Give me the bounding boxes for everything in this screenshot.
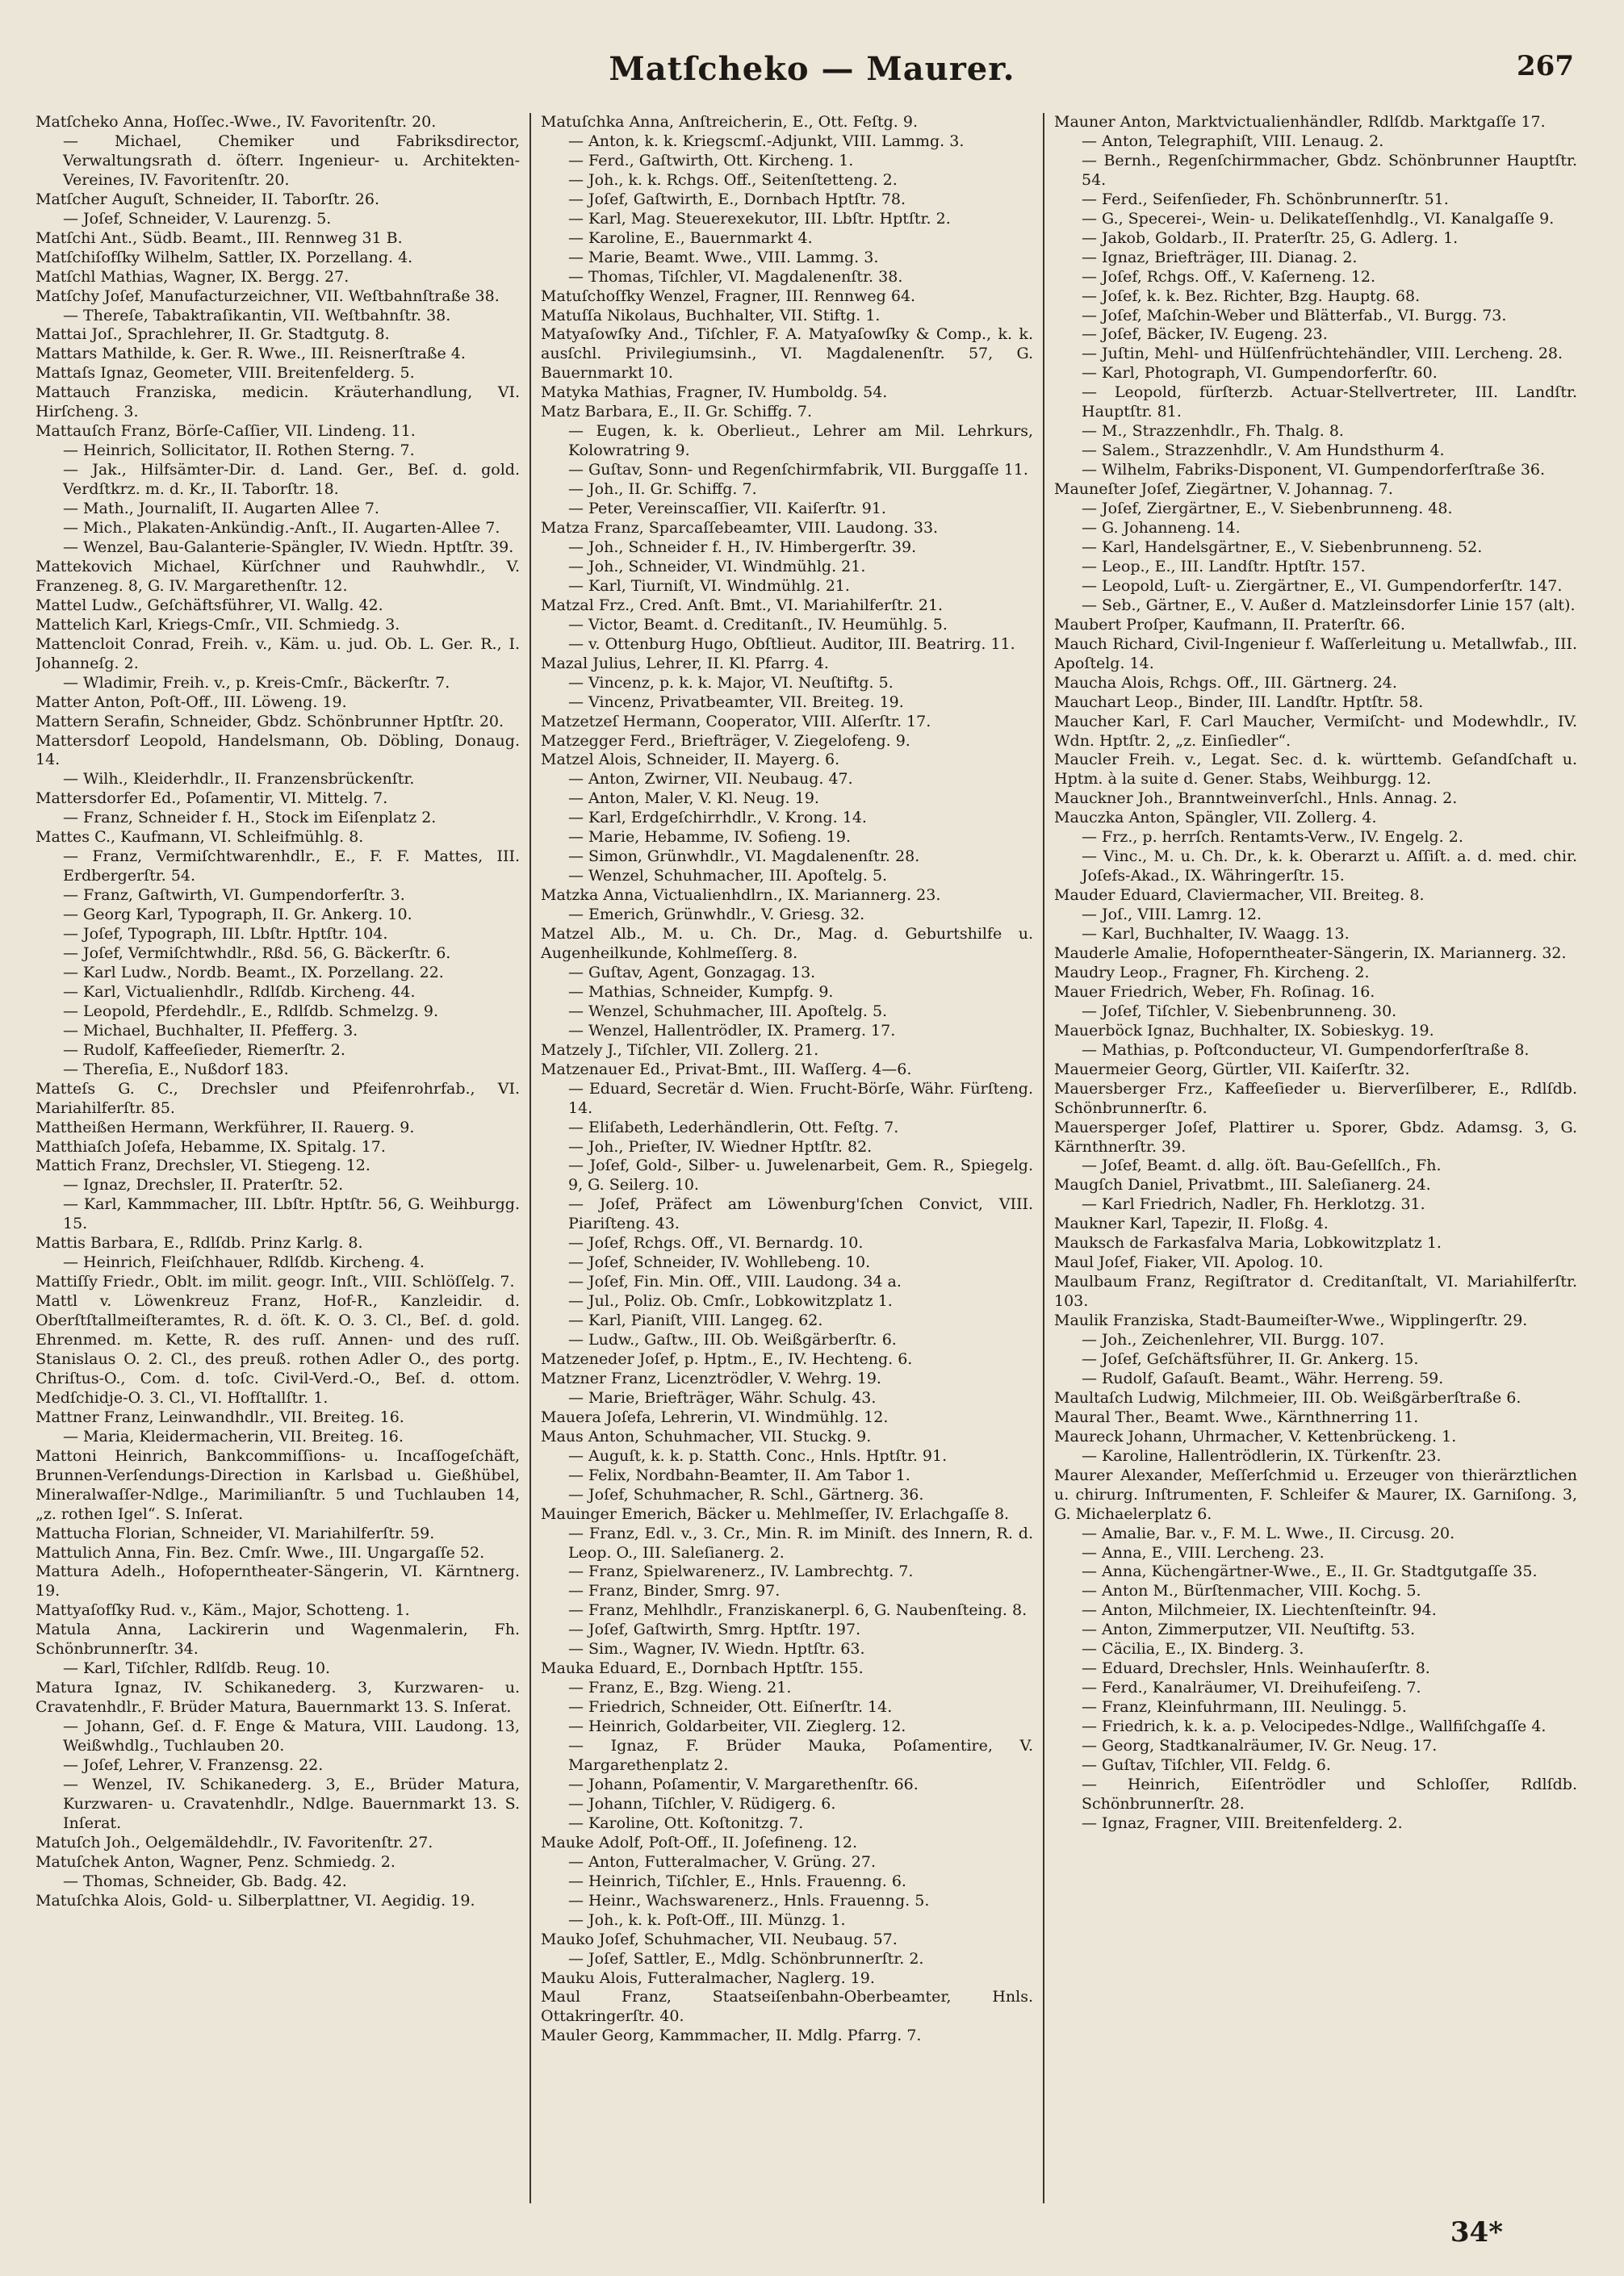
directory-entry: — Joh., II. Gr. Schiffg. 7. [568, 480, 757, 499]
directory-entry: — Eduard, Drechsler, Hnls. Weinhauſerſtr. 8. [1082, 1659, 1430, 1678]
directory-entry: — Eugen, k. k. Oberlieut., Lehrer am Mil. Lehrkurs, Kolowratring 9. [568, 422, 1033, 460]
directory-entry: Mattauch Franziska, medicin. Kräuterhandlung, VI. Hirſcheng. 3. [36, 383, 520, 421]
directory-entry: Mattis Barbara, E., Rdlſdb. Prinz Karlg. 8. [36, 1234, 363, 1253]
directory-entry: — Ferd., Kanalräumer, VI. Dreihufeiſeng. 7. [1082, 1679, 1421, 1697]
directory-entry: — Mathias, Schneider, Kumpfg. 9. [568, 982, 834, 1001]
directory-entry: Maucler Freih. v., Legat. Sec. d. k. württemb. Geſandſchaft u. Hptm. à la suite d. Gener. Stabs, Weihburgg. 12. [1054, 751, 1577, 789]
directory-entry: — Karl, Tiſchler, Rdlſdb. Reug. 10. [63, 1659, 331, 1678]
directory-entry: — Anton, Milchmeier, IX. Liechtenſteinſtr. 94. [1082, 1601, 1437, 1620]
directory-entry: — Karl, Buchhalter, IV. Waagg. 13. [1082, 925, 1350, 943]
directory-entry: Mauersperger Joſef, Plattirer u. Sporer, Gbdz. Adamsg. 3, G. Kärnthnerſtr. 39. [1054, 1118, 1577, 1156]
directory-entry: — Franz, Schneider f. H., Stock im Eiſenplatz 2. [63, 809, 437, 827]
directory-entry: — Anton, k. k. Kriegscmſ.-Adjunkt, VIII. Lammg. 3. [568, 132, 965, 150]
directory-entry: Mattai Joſ., Sprachlehrer, II. Gr. Stadtgutg. 8. [36, 325, 390, 344]
directory-entry: — Heinrich, Goldarbeiter, VII. Zieglerg. 12. [568, 1717, 906, 1736]
directory-entry: — Joſef, Gaſtwirth, Smrg. Hptſtr. 197. [568, 1621, 861, 1639]
directory-entry: Mauermeier Georg, Gürtler, VII. Kaiſerſtr. 32. [1054, 1060, 1410, 1078]
directory-entry: — Michael, Buchhalter, II. Pfefferg. 3. [63, 1021, 358, 1040]
directory-entry: — Sim., Wagner, IV. Wiedn. Hptſtr. 63. [568, 1640, 865, 1659]
column-divider [1043, 113, 1044, 2203]
directory-entry: Mauera Joſefa, Lehrerin, VI. Windmühlg. 12. [541, 1408, 889, 1426]
directory-entry: Mauersberger Frz., Kaffeeſieder u. Bierverſilberer, E., Rdlſdb. Schönbrunnerſtr. 6. [1054, 1079, 1577, 1117]
directory-entry: — Franz, Binder, Smrg. 97. [568, 1582, 781, 1600]
directory-entry: Mauczka Anton, Spängler, VII. Zollerg. 4. [1054, 809, 1377, 827]
directory-entry: Mattoni Heinrich, Bankcommiſſions- u. Incaſſogeſchäft, Brunnen-Verſendungs-Direction in Karlsbad u. Gießhübel, Mineralwaſſer-Ndlge., Marimilianſtr. 5 und Tuchlauben 14, „z. rothen Igel“. S. Inſerat. [36, 1446, 520, 1523]
directory-entry: Matuſch Joh., Oelgemäldehdlr., IV. Favoritenſtr. 27. [36, 1833, 433, 1851]
directory-entry: — Jul., Poliz. Ob. Cmſr., Lobkowitzplatz 1. [568, 1292, 893, 1311]
directory-entry: — Anton, Futteralmacher, V. Grüng. 27. [568, 1852, 877, 1871]
directory-entry: Matteſs G. C., Drechsler und Pfeifenrohrfab., VI. Mariahilferſtr. 85. [36, 1079, 520, 1117]
directory-entry: — Felix, Nordbahn-Beamter, II. Am Tabor 1. [568, 1466, 910, 1484]
directory-entry: — Amalie, Bar. v., F. M. L. Wwe., II. Circusg. 20. [1082, 1524, 1455, 1542]
directory-entry: — Joſef, Schuhmacher, R. Schl., Gärtnerg. 36. [568, 1485, 924, 1504]
directory-entry: Maural Ther., Beamt. Wwe., Kärnthnerring 11. [1054, 1408, 1419, 1426]
directory-entry: — Leop., E., III. Landſtr. Hptſtr. 157. [1082, 557, 1366, 575]
directory-entry: — Joh., Schneider f. H., IV. Himbergerſtr. 39. [568, 538, 917, 556]
directory-entry: Mattura Adelh., Hofoperntheater-Sängerin, VI. Kärntnerg. 19. [36, 1563, 520, 1600]
directory-entry: — Joſef, Lehrer, V. Franzensg. 22. [63, 1756, 324, 1775]
directory-entry: — Thereſe, Tabaktraſikantin, VII. Weſtbahnſtr. 38. [63, 306, 451, 324]
directory-entry: Matzetzeſ Hermann, Cooperator, VIII. Alſerſtr. 17. [541, 712, 931, 730]
directory-entry: Matſchiſofſky Wilhelm, Sattler, IX. Porzellang. 4. [36, 248, 413, 266]
directory-entry: — Simon, Grünwhdlr., VI. Magdalenenſtr. 28. [568, 847, 920, 866]
directory-entry: Maul Joſef, Fiaker, VII. Apolog. 10. [1054, 1253, 1324, 1272]
directory-entry: — Franz, Kleinfuhrmann, III. Neulingg. 5. [1082, 1698, 1407, 1717]
directory-entry: — Eliſabeth, Lederhändlerin, Ott. Feſtg. 7. [568, 1118, 899, 1136]
directory-entry: — Joh., Zeichenlehrer, VII. Burgg. 107. [1082, 1331, 1385, 1349]
directory-entry: — Heinrich, Fleiſchhauer, Rdlſdb. Kircheng. 4. [63, 1253, 425, 1272]
directory-entry: — Joſef, Gold-, Silber- u. Juwelenarbeit, Gem. R., Spiegelg. 9, G. Seilerg. 10. [568, 1157, 1033, 1194]
directory-entry: Matyka Mathias, Fragner, IV. Humboldg. 54. [541, 383, 888, 402]
directory-entry: Maulik Franziska, Stadt-Baumeiſter-Wwe., Wipplingerſtr. 29. [1054, 1312, 1528, 1330]
directory-entry: — Anton, Zwirner, VII. Neubaug. 47. [568, 770, 853, 789]
directory-entry: — Wilhelm, Fabriks-Disponent, VI. Gumpendorferſtraße 36. [1082, 461, 1546, 479]
directory-entry: — Karl, Victualienhdlr., Rdlſdb. Kircheng. 44. [63, 982, 416, 1001]
directory-entry: Matzka Anna, Victualienhdlrn., IX. Mariannerg. 23. [541, 886, 941, 905]
directory-entry: Mattaſs Ignaz, Geometer, VIII. Breitenfelderg. 5. [36, 364, 415, 383]
signature-mark: 34* [1450, 2216, 1503, 2249]
directory-entry: — Wenzel, Bau-Galanterie-Spängler, IV. Wiedn. Hptſtr. 39. [63, 538, 514, 556]
directory-entry: Mattencloit Conrad, Freih. v., Käm. u. jud. Ob. L. Ger. R., I. Johanneſg. 2. [36, 634, 520, 672]
directory-entry: — Joſef, Beamt. d. allg. öſt. Bau-Geſellſch., Fh. [1082, 1157, 1442, 1175]
directory-entry: — Leopold, fürſterzb. Actuar-Stellvertreter, III. Landſtr. Hauptſtr. 81. [1082, 383, 1577, 421]
directory-entry: Matuſſa Nikolaus, Buchhalter, VII. Stiftg. 1. [541, 306, 881, 324]
directory-entry: Matſchl Mathias, Wagner, IX. Bergg. 27. [36, 267, 349, 286]
directory-entry: Mauchart Leop., Binder, III. Landſtr. Hptſtr. 58. [1054, 692, 1424, 711]
directory-entry: Maucha Alois, Rchgs. Off., III. Gärtnerg. 24. [1054, 673, 1397, 692]
directory-entry: Matſcheko Anna, Hoſſec.-Wwe., IV. Favoritenſtr. 20. [36, 113, 437, 131]
directory-entry: — Wladimir, Freih. v., p. Kreis-Cmſr., Bäckerſtr. 7. [63, 673, 450, 692]
directory-entry: Mattes C., Kaufmann, VI. Schleifmühlg. 8. [36, 828, 364, 847]
directory-entry: — Guſtav, Sonn- und Regenſchirmfabrik, VII. Burggaſſe 11. [568, 461, 1028, 479]
directory-entry: — v. Ottenburg Hugo, Obſtlieut. Auditor, III. Beatrirg. 11. [568, 634, 1015, 653]
directory-entry: — Ignaz, F. Brüder Mauka, Poſamentire, V. Margarethenplatz 2. [568, 1737, 1033, 1775]
directory-entry: — Karl, Pianiſt, VIII. Langeg. 62. [568, 1312, 823, 1330]
directory-entry: Mattich Franz, Drechsler, VI. Stiegeng. 12. [36, 1157, 370, 1175]
directory-entry: Matzel Alb., M. u. Ch. Dr., Mag. d. Geburtshilfe u. Augenheilkunde, Kohlmeſſerg. 8. [541, 925, 1033, 962]
directory-entry: Mattersdorfer Ed., Poſamentir, VI. Mittelg. 7. [36, 789, 388, 808]
directory-entry: — Guſtav, Agent, Gonzagag. 13. [568, 963, 816, 981]
directory-entry: — Joſef, Ziergärtner, E., V. Siebenbrunneng. 48. [1082, 500, 1453, 518]
directory-entry: — G., Specerei-, Wein- u. Delikateſſenhdlg., VI. Kanalgaſſe 9. [1082, 209, 1555, 228]
directory-entry: Matzner Franz, Licenztrödler, V. Wehrg. 19. [541, 1369, 881, 1387]
column-left [36, 113, 520, 2203]
directory-entry: — Joſef, Vermiſchtwhdlr., Rßd. 56, G. Bäckerſtr. 6. [63, 943, 451, 962]
directory-entry: — Karl Friedrich, Nadler, Fh. Herklotzg. 31. [1082, 1195, 1425, 1214]
directory-entry: — Joſef, Gaſtwirth, E., Dornbach Hptſtr. 78. [568, 190, 906, 208]
directory-entry: — Marie, Briefträger, Währ. Schulg. 43. [568, 1388, 877, 1407]
column-right [1054, 113, 1577, 2203]
directory-entry: — Eduard, Secretär d. Wien. Frucht-Börſe, Währ. Fürſteng. 14. [568, 1079, 1033, 1117]
directory-entry: Mauneſter Joſef, Ziegärtner, V. Johannag. 7. [1054, 480, 1393, 499]
directory-entry: — G. Johanneng. 14. [1082, 519, 1241, 538]
directory-entry: Matzal Frz., Cred. Anſt. Bmt., VI. Mariahilferſtr. 21. [541, 596, 944, 614]
directory-entry: — Emerich, Grünwhdlr., V. Griesg. 32. [568, 906, 865, 924]
directory-entry: Mattekovich Michael, Kürſchner und Rauhwhdlr., V. Franzeneg. 8, G. IV. Margarethenſtr. 12. [36, 557, 520, 595]
directory-entry: Mauder Eduard, Claviermacher, VII. Breiteg. 8. [1054, 886, 1425, 905]
directory-entry: Maudry Leop., Fragner, Fh. Kircheng. 2. [1054, 963, 1370, 981]
directory-entry: — Joſ., VIII. Lamrg. 12. [1082, 906, 1262, 924]
directory-entry: Mauku Alois, Futteralmacher, Naglerg. 19. [541, 1968, 875, 1987]
directory-entry: — Friedrich, k. k. a. p. Velocipedes-Ndlge., Wallfiſchgaſſe 4. [1082, 1717, 1547, 1736]
directory-entry: Mattars Mathilde, k. Ger. R. Wwe., III. Reisnerſtraße 4. [36, 345, 466, 363]
directory-entry: — Vincenz, Privatbeamter, VII. Breiteg. 19. [568, 692, 904, 711]
directory-entry: Matſchi Ant., Südb. Beamt., III. Rennweg 31 B. [36, 228, 403, 247]
directory-entry: Mauckner Joh., Branntweinverſchl., Hnls. Annag. 2. [1054, 789, 1458, 808]
directory-entry: — Joh., Prieſter, IV. Wiedner Hptſtr. 82. [568, 1137, 873, 1156]
directory-entry: — Joſef, Präfect am Löwenburg'ſchen Convict, VIII. Piariſteng. 43. [568, 1195, 1033, 1233]
directory-entry: — Wenzel, Schuhmacher, III. Apoſtelg. 5. [568, 867, 888, 885]
directory-entry: — Joſef, Typograph, III. Lbſtr. Hptſtr. 104. [63, 925, 388, 943]
directory-entry: — Wenzel, IV. Schikanederg. 3, E., Brüder Matura, Kurzwaren- u. Cravatenhdlr., Ndlge. Bauernmarkt 13. S. Inſerat. [63, 1775, 520, 1832]
directory-entry: — Mathias, p. Poſtconducteur, VI. Gumpendorferſtraße 8. [1082, 1040, 1530, 1059]
directory-entry: — Johann, Tiſchler, V. Rüdigerg. 6. [568, 1794, 836, 1813]
directory-entry: Mauch Richard, Civil-Ingenieur f. Waſſerleitung u. Metallwfab., III. Apoſtelg. 14. [1054, 634, 1577, 672]
directory-entry: — Wilh., Kleiderhdlr., II. Franzensbrückenſtr. [63, 770, 415, 789]
directory-entry: Matz Barbara, E., II. Gr. Schiffg. 7. [541, 403, 812, 421]
directory-entry: — Jakob, Goldarb., II. Praterſtr. 25, G. Adlerg. 1. [1082, 228, 1459, 247]
directory-entry: — Mich., Plakaten-Ankündig.-Anſt., II. Augarten-Allee 7. [63, 519, 500, 538]
directory-entry: — Leopold, Pferdehdlr., E., Rdlſdb. Schmelzg. 9. [63, 1002, 438, 1020]
directory-entry: — Karl, Mag. Steuerexekutor, III. Lbſtr. Hptſtr. 2. [568, 209, 951, 228]
directory-entry: Matzeneder Joſef, p. Hptm., E., IV. Hechteng. 6. [541, 1350, 913, 1368]
directory-entry: — Marie, Beamt. Wwe., VIII. Lammg. 3. [568, 248, 879, 266]
directory-entry: — Franz, Gaſtwirth, VI. Gumpendorferſtr. 3. [63, 886, 405, 905]
directory-entry: — Anna, E., VIII. Lercheng. 23. [1082, 1543, 1325, 1562]
directory-entry: — Karoline, E., Bauernmarkt 4. [568, 228, 813, 247]
directory-entry: Mauer Friedrich, Weber, Fh. Roſinag. 16. [1054, 982, 1375, 1001]
directory-entry: Mattl v. Löwenkreuz Franz, Hof-R., Kanzleidir. d. Oberſtſtallmeiſteramtes, R. d. öſt. K. O. 3. Cl., Beſ. d. gold. Ehrenmed. m. Kette, R. des ruſſ. Annen- und des ruſſ. Stanislaus O. 2. Cl., des preuß. rothen Adler O., des portg. Chriſtus-O., Com. d. toſc. Civil-Verd.-O., Beſ. d. ottom. Medſchidje-O. 3. Cl., VI. Hofſtallſtr. 1. [36, 1292, 520, 1407]
directory-entry: Mattelich Karl, Kriegs-Cmſr., VII. Schmiedg. 3. [36, 615, 400, 634]
directory-entry: — Joh., Schneider, VI. Windmühlg. 21. [568, 557, 866, 575]
directory-entry: — Thomas, Schneider, Gb. Badg. 42. [63, 1872, 347, 1890]
column-middle [541, 113, 1033, 2203]
directory-entry: Maubert Proſper, Kaufmann, II. Praterſtr. 66. [1054, 615, 1405, 634]
directory-columns [36, 113, 1588, 2203]
directory-entry: Matthiaſch Joſefa, Hebamme, IX. Spitalg. 17. [36, 1137, 386, 1156]
directory-entry: Matuſchka Alois, Gold- u. Silberplattner, VI. Aegidig. 19. [36, 1891, 475, 1910]
directory-entry: Mauka Eduard, E., Dornbach Hptſtr. 155. [541, 1659, 864, 1678]
directory-entry: Mauerböck Ignaz, Buchhalter, IX. Sobieskyg. 19. [1054, 1021, 1434, 1040]
directory-entry: — Karl Ludw., Nordb. Beamt., IX. Porzellang. 22. [63, 963, 444, 981]
directory-entry: Maul Franz, Staatseiſenbahn-Oberbeamter, Hnls. Ottakringerſtr. 40. [541, 1988, 1033, 2026]
directory-entry: — Johann, Poſamentir, V. Margarethenſtr. 66. [568, 1775, 919, 1793]
directory-entry: — Anton, Maler, V. Kl. Neug. 19. [568, 789, 819, 808]
directory-entry: Mattyaſofſky Rud. v., Käm., Major, Schotteng. 1. [36, 1601, 410, 1620]
directory-entry: — Vinc., M. u. Ch. Dr., k. k. Oberarzt u. Aſſiſt. a. d. med. chir. Joſefs-Akad., IX. Währingerſtr. 15. [1082, 847, 1577, 885]
directory-entry: — Anton, Zimmerputzer, VII. Neuſtiftg. 53. [1082, 1621, 1416, 1639]
directory-entry: Mattern Serafin, Schneider, Gbdz. Schönbrunner Hptſtr. 20. [36, 712, 504, 730]
directory-entry: — Georg Karl, Typograph, II. Gr. Ankerg. 10. [63, 906, 412, 924]
directory-entry: Mauner Anton, Marktvictualienhändler, Rdlſdb. Marktgaſſe 17. [1054, 113, 1546, 131]
directory-entry: — Rudolf, Kaffeeſieder, Riemerſtr. 2. [63, 1040, 345, 1059]
directory-entry: — Ferd., Seifenſieder, Fh. Schönbrunnerſtr. 51. [1082, 190, 1449, 208]
directory-entry: — Karl, Handelsgärtner, E., V. Siebenbrunneng. 52. [1082, 538, 1483, 556]
directory-entry: Mattheißen Hermann, Werkführer, II. Rauerg. 9. [36, 1118, 415, 1136]
directory-entry: Mauke Adolf, Poſt-Off., II. Joſefineng. 12. [541, 1833, 857, 1851]
directory-entry: — Anna, Küchengärtner-Wwe., E., II. Gr. Stadtgutgaſſe 35. [1082, 1563, 1538, 1581]
directory-entry: — Johann, Geſ. d. F. Enge & Matura, VIII. Laudong. 13, Weißwhdlg., Tuchlauben 20. [63, 1717, 520, 1755]
directory-entry: — Peter, Vereinscaſſier, VII. Kaiſerſtr. 91. [568, 500, 886, 518]
directory-entry: Mauko Joſef, Schuhmacher, VII. Neubaug. 57. [541, 1930, 898, 1948]
directory-entry: — Heinrich, Tiſchler, E., Hnls. Frauenng. 6. [568, 1872, 906, 1890]
directory-entry: Matſchy Joſef, Manufacturzeichner, VII. Weſtbahnſtraße 38. [36, 287, 500, 305]
directory-entry: — Cäcilia, E., IX. Binderg. 3. [1082, 1640, 1304, 1659]
directory-entry: — Karoline, Hallentrödlerin, IX. Türkenſtr. 23. [1082, 1446, 1442, 1465]
directory-entry: — Franz, Mehlhdlr., Franziskanerpl. 6, G. Naubenſteing. 8. [568, 1601, 1028, 1620]
directory-entry: — Joh., k. k. Rchgs. Off., Seitenſtetteng. 2. [568, 170, 898, 189]
directory-entry: — Franz, Edl. v., 3. Cr., Min. R. im Miniſt. des Innern, R. d. Leop. O., III. Saleſianerg. 2. [568, 1524, 1033, 1562]
directory-entry: — Karl, Tiurniſt, VI. Windmühlg. 21. [568, 576, 850, 595]
directory-entry: Mauler Georg, Kammmacher, II. Mdlg. Pfarrg. 7. [541, 2027, 922, 2045]
directory-entry: — Marie, Hebamme, IV. Sofieng. 19. [568, 828, 852, 847]
running-title: Matſcheko — Maurer. [609, 50, 1015, 88]
directory-entry: — Ignaz, Briefträger, III. Dianag. 2. [1082, 248, 1358, 266]
directory-entry: — Guſtav, Tiſchler, VII. Feldg. 6. [1082, 1756, 1331, 1775]
directory-entry: — Ignaz, Fragner, VIII. Breitenfelderg. 2. [1082, 1814, 1403, 1832]
directory-entry: Mazal Julius, Lehrer, II. Kl. Pfarrg. 4. [541, 654, 829, 672]
directory-entry: Matuſchoſfky Wenzel, Fragner, III. Rennweg 64. [541, 287, 916, 305]
directory-entry: — Joſef, k. k. Bez. Richter, Bzg. Hauptg. 68. [1082, 287, 1421, 305]
page-number: 267 [1517, 50, 1574, 82]
directory-entry: — Jak., Hilfsämter-Dir. d. Land. Ger., Beſ. d. gold. Verdſtkrz. m. d. Kr., II. Taborſtr. 18. [63, 461, 520, 499]
directory-entry: — Friedrich, Schneider, Ott. Eiſnerſtr. 14. [568, 1698, 893, 1717]
directory-entry: — Rudolf, Gaſauſt. Beamt., Währ. Herreng. 59. [1082, 1369, 1444, 1387]
directory-entry: — Maria, Kleidermacherin, VII. Breiteg. 16. [63, 1427, 404, 1446]
directory-entry: Matura Ignaz, IV. Schikanederg. 3, Kurzwaren- u. Cravatenhdlr., F. Brüder Matura, Bauernmarkt 13. S. Inſerat. [36, 1679, 520, 1717]
directory-entry: Maurer Alexander, Meſſerſchmid u. Erzeuger von thierärztlichen u. chirurg. Inſtrumenten, F. Schleifer & Maurer, IX. Garniſong. 3, G. Michaelerplatz 6. [1054, 1466, 1577, 1523]
directory-entry: — Michael, Chemiker und Fabriksdirector, Verwaltungsrath d. öſterr. Ingenieur- u. Architekten-Vereines, IV. Favoritenſtr. 20. [63, 132, 520, 189]
directory-entry: Matſcher Auguſt, Schneider, II. Taborſtr. 26. [36, 190, 379, 208]
directory-entry: Mattiſſy Friedr., Oblt. im milit. geogr. Inſt., VIII. Schlöſſelg. 7. [36, 1273, 515, 1291]
directory-entry: — Joſef, Sattler, E., Mdlg. Schönbrunnerſtr. 2. [568, 1949, 924, 1968]
directory-entry: Matza Franz, Sparcaſſebeamter, VIII. Laudong. 33. [541, 519, 939, 538]
directory-entry: — Auguſt, k. k. p. Statth. Conc., Hnls. Hptſtr. 91. [568, 1446, 948, 1465]
directory-entry: — Joſef, Schneider, IV. Wohllebeng. 10. [568, 1253, 871, 1272]
directory-entry: Matter Anton, Poſt-Off., III. Löweng. 19. [36, 692, 347, 711]
directory-entry: — Seb., Gärtner, E., V. Außer d. Matzleinsdorfer Linie 157 (alt). [1082, 596, 1576, 614]
directory-entry: Mattulich Anna, Fin. Bez. Cmſr. Wwe., III. Ungargaſſe 52. [36, 1543, 485, 1562]
directory-entry: Maureck Johann, Uhrmacher, V. Kettenbrückeng. 1. [1054, 1427, 1457, 1446]
directory-entry: — Karl, Kammmacher, III. Lbſtr. Hptſtr. 56, G. Weihburgg. 15. [63, 1195, 520, 1233]
directory-entry: — Thomas, Tiſchler, VI. Magdalenenſtr. 38. [568, 267, 903, 286]
directory-entry: — Victor, Beamt. d. Creditanſt., IV. Heumühlg. 5. [568, 615, 948, 634]
directory-entry: — Franz, Spielwarenerz., IV. Lambrechtg. 7. [568, 1563, 914, 1581]
directory-entry: — Franz, Vermiſchtwarenhdlr., E., F. F. Mattes, III. Erdbergerſtr. 54. [63, 847, 520, 885]
directory-entry: Maulbaum Franz, Regiſtrator d. Creditanſtalt, VI. Mariahilferſtr. 103. [1054, 1273, 1577, 1311]
directory-entry: — Juſtin, Mehl- und Hülſenfrüchtehändler, VIII. Lercheng. 28. [1082, 345, 1563, 363]
directory-entry: Mattauſch Franz, Börſe-Caſſier, VII. Lindeng. 11. [36, 422, 416, 441]
directory-entry: Mattner Franz, Leinwandhdlr., VII. Breiteg. 16. [36, 1408, 404, 1426]
directory-entry: — Thereſia, E., Nußdorf 183. [63, 1060, 289, 1078]
directory-entry: Mauksch de Farkasfalva Maria, Lobkowitzplatz 1. [1054, 1234, 1442, 1253]
directory-entry: — Franz, E., Bzg. Wieng. 21. [568, 1679, 792, 1697]
directory-entry: — Wenzel, Schuhmacher, III. Apoſtelg. 5. [568, 1002, 888, 1020]
directory-entry: — Anton, Telegraphiſt, VIII. Lenaug. 2. [1082, 132, 1384, 150]
directory-entry: — Heinr., Wachswarenerz., Hnls. Frauenng. 5. [568, 1891, 930, 1910]
column-divider [529, 113, 531, 2203]
directory-entry: Matuſchek Anton, Wagner, Penz. Schmiedg. 2. [36, 1852, 396, 1871]
directory-entry: Matzegger Ferd., Briefträger, V. Ziegelofeng. 9. [541, 731, 910, 750]
directory-entry: Maugſch Daniel, Privatbmt., III. Saleſianerg. 24. [1054, 1176, 1431, 1194]
directory-entry: Mauderle Amalie, Hofoperntheater-Sängerin, IX. Mariannerg. 32. [1054, 943, 1567, 962]
directory-entry: — Joſef, Rchgs. Off., VI. Bernardg. 10. [568, 1234, 864, 1253]
page-header [0, 50, 1624, 98]
directory-entry: — Frz., p. herrſch. Rentamts-Verw., IV. Engelg. 2. [1082, 828, 1463, 847]
directory-entry: — Joſef, Rchgs. Off., V. Kaſerneng. 12. [1082, 267, 1376, 286]
directory-entry: Maucher Karl, F. Carl Maucher, Vermiſcht- und Modewhdlr., IV. Wdn. Hptſtr. 2, „z. Einſiedler“. [1054, 712, 1577, 750]
directory-entry: — Salem., Strazzenhdlr., V. Am Hundsthurm 4. [1082, 441, 1445, 460]
directory-entry: — Heinrich, Eiſentrödler und Schloſſer, Rdlſdb. Schönbrunnerſtr. 28. [1082, 1775, 1577, 1813]
directory-entry: — Wenzel, Hallentrödler, IX. Pramerg. 17. [568, 1021, 896, 1040]
directory-entry: — Ferd., Gaſtwirth, Ott. Kircheng. 1. [568, 151, 854, 169]
directory-entry: — Joh., k. k. Poſt-Off., III. Münzg. 1. [568, 1910, 846, 1929]
directory-entry: — Joſef, Geſchäftsführer, II. Gr. Ankerg. 15. [1082, 1350, 1419, 1368]
directory-entry: Matyaſowſky And., Tiſchler, F. A. Matyaſowſky & Comp., k. k. ausſchl. Privilegiumsinh., VI. Magdalenenſtr. 57, G. Bauernmarkt 10. [541, 325, 1033, 383]
directory-entry: Matuſchka Anna, Anſtreicherin, E., Ott. Feſtg. 9. [541, 113, 919, 131]
directory-entry: Maus Anton, Schuhmacher, VII. Stuckg. 9. [541, 1427, 872, 1446]
directory-entry: — Karl, Photograph, VI. Gumpendorferſtr. 60. [1082, 364, 1438, 383]
directory-entry: — Anton M., Bürſtenmacher, VIII. Kochg. 5. [1082, 1582, 1421, 1600]
directory-entry: — Math., Journaliſt, II. Augarten Allee 7. [63, 500, 379, 518]
directory-entry: — Ludw., Gaſtw., III. Ob. Weißgärberſtr. 6. [568, 1331, 897, 1349]
directory-entry: — Joſef, Tiſchler, V. Siebenbrunneng. 30. [1082, 1002, 1397, 1020]
directory-entry: — Bernh., Regenſchirmmacher, Gbdz. Schönbrunner Hauptſtr. 54. [1082, 151, 1577, 189]
directory-entry: — Joſef, Schneider, V. Laurenzg. 5. [63, 209, 332, 228]
directory-entry: Maukner Karl, Tapezir, II. Floßg. 4. [1054, 1215, 1329, 1233]
directory-entry: Maultaſch Ludwig, Milchmeier, III. Ob. Weißgärberſtraße 6. [1054, 1388, 1521, 1407]
directory-entry: — Karoline, Ott. Koſtonitzg. 7. [568, 1814, 804, 1832]
directory-entry: — Joſef, Fin. Min. Off., VIII. Laudong. 34 a. [568, 1273, 902, 1291]
directory-entry: — Ignaz, Drechsler, II. Praterſtr. 52. [63, 1176, 344, 1194]
directory-entry: Matula Anna, Lackirerin und Wagenmalerin, Fh. Schönbrunnerſtr. 34. [36, 1621, 520, 1659]
directory-entry: — Heinrich, Sollicitator, II. Rothen Sterng. 7. [63, 441, 415, 460]
directory-entry: — Vincenz, p. k. k. Major, VI. Neuſtiftg. 5. [568, 673, 894, 692]
directory-entry: — Leopold, Luſt- u. Ziergärtner, E., VI. Gumpendorferſtr. 147. [1082, 576, 1563, 595]
directory-entry: — Joſef, Maſchin-Weber und Blätterfab., VI. Burgg. 73. [1082, 306, 1507, 324]
directory-entry: — M., Strazzenhdlr., Fh. Thalg. 8. [1082, 422, 1344, 441]
directory-entry: Mauinger Emerich, Bäcker u. Mehlmeſſer, IV. Erlachgaſſe 8. [541, 1504, 1010, 1523]
directory-entry: Mattel Ludw., Geſchäftsführer, VI. Wallg. 42. [36, 596, 383, 614]
directory-entry: Matzenauer Ed., Privat-Bmt., III. Waſſerg. 4—6. [541, 1060, 912, 1078]
directory-entry: — Karl, Erdgeſchirrhdlr., V. Krong. 14. [568, 809, 867, 827]
directory-entry: Matzel Alois, Schneider, II. Mayerg. 6. [541, 751, 840, 769]
directory-entry: Mattucha Florian, Schneider, VI. Mariahilferſtr. 59. [36, 1524, 435, 1542]
directory-entry: Matzely J., Tiſchler, VII. Zollerg. 21. [541, 1040, 819, 1059]
directory-entry: Mattersdorf Leopold, Handelsmann, Ob. Döbling, Donaug. 14. [36, 731, 520, 769]
directory-entry: — Joſef, Bäcker, IV. Eugeng. 23. [1082, 325, 1328, 344]
directory-entry: — Georg, Stadtkanalräumer, IV. Gr. Neug. 17. [1082, 1737, 1438, 1755]
